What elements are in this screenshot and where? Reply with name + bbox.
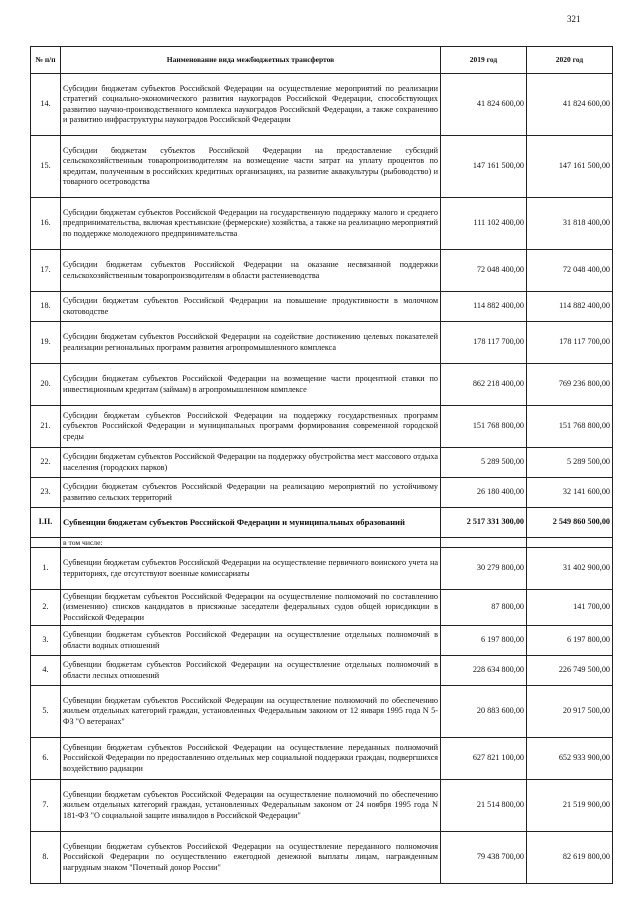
table-row	[31, 548, 613, 590]
section-amount-2020: 2 549 860 500,00	[527, 508, 613, 538]
row-num: 8.	[31, 832, 61, 884]
row-amount-2019: 178 117 700,00	[441, 322, 527, 364]
table-header-row	[31, 47, 613, 74]
page-number: 321	[567, 14, 581, 24]
table-row	[31, 136, 613, 198]
row-num: 21.	[31, 406, 61, 448]
table-row	[31, 406, 613, 448]
row-amount-2020: 114 882 400,00	[527, 292, 613, 322]
row-name: Субсидии бюджетам субъектов Российской Федерации на осуществление мероприятий по реализации стратегий социально-экономического развития наукоградов Российской Федерации, способствующих развитию научно-производственного комплекса наукоградов Российской Федерации, а также сохранению и развитию инфраструктуры наукоградов Российской Федерации	[61, 74, 441, 136]
table-row	[31, 74, 613, 136]
row-name: Субвенции бюджетам субъектов Российской Федерации на осуществление полномочий по обеспечению жильем отдельных категорий граждан, установленных Федеральным законом от 24 ноября 1995 года N 181-ФЗ "О социальной защите инвалидов в Российской Федерации"	[61, 780, 441, 832]
row-amount-2019: 114 882 400,00	[441, 292, 527, 322]
row-amount-2020: 32 141 600,00	[527, 478, 613, 508]
row-amount-2019: 5 289 500,00	[441, 448, 527, 478]
row-num: 17.	[31, 250, 61, 292]
row-amount-2019: 26 180 400,00	[441, 478, 527, 508]
row-num: 16.	[31, 198, 61, 250]
row-amount-2020: 5 289 500,00	[527, 448, 613, 478]
row-name: Субсидии бюджетам субъектов Российской Федерации на содействие достижению целевых показателей реализации региональных программ развития агропромышленного комплекса	[61, 322, 441, 364]
row-num: 6.	[31, 738, 61, 780]
section-num: I.II.	[31, 508, 61, 538]
row-amount-2019: 41 824 600,00	[441, 74, 527, 136]
row-amount-2019: 79 438 700,00	[441, 832, 527, 884]
row-num: 20.	[31, 364, 61, 406]
row-num: 3.	[31, 626, 61, 656]
intro-num-cell	[31, 538, 61, 548]
row-amount-2019: 151 768 800,00	[441, 406, 527, 448]
row-amount-2020: 226 749 500,00	[527, 656, 613, 686]
row-name: Субвенции бюджетам субъектов Российской Федерации на осуществление полномочий по составлению (изменению) списков кандидатов в присяжные заседатели федеральных судов общей юрисдикции в Российской Федерации	[61, 590, 441, 626]
row-name: Субсидии бюджетам субъектов Российской Федерации на реализацию мероприятий по устойчивому развитию сельских территорий	[61, 478, 441, 508]
table-row	[31, 448, 613, 478]
row-name: Субсидии бюджетам субъектов Российской Федерации на поддержку государственных программ субъектов Российской Федерации и муниципальных программ формирования современной городской среды	[61, 406, 441, 448]
table-row	[31, 250, 613, 292]
section-amount-2019: 2 517 331 300,00	[441, 508, 527, 538]
row-amount-2020: 31 402 900,00	[527, 548, 613, 590]
table-row	[31, 686, 613, 738]
row-amount-2019: 21 514 800,00	[441, 780, 527, 832]
header-year-2020: 2020 год	[527, 47, 613, 74]
row-name: Субсидии бюджетам субъектов Российской Федерации на государственную поддержку малого и среднего предпринимательства, включая крестьянские (фермерские) хозяйства, а также на реализацию мероприятий по поддержке молодежного предпринимательства	[61, 198, 441, 250]
row-amount-2019: 30 279 800,00	[441, 548, 527, 590]
row-num: 14.	[31, 74, 61, 136]
row-num: 18.	[31, 292, 61, 322]
row-amount-2020: 31 818 400,00	[527, 198, 613, 250]
row-amount-2020: 652 933 900,00	[527, 738, 613, 780]
row-name: Субсидии бюджетам субъектов Российской Федерации на оказание несвязанной поддержки сельскохозяйственным товаропроизводителям в области растениеводства	[61, 250, 441, 292]
table-row	[31, 292, 613, 322]
row-num: 5.	[31, 686, 61, 738]
row-num: 19.	[31, 322, 61, 364]
row-num: 4.	[31, 656, 61, 686]
row-amount-2019: 147 161 500,00	[441, 136, 527, 198]
row-num: 2.	[31, 590, 61, 626]
intro-cell-2020	[527, 538, 613, 548]
table-row	[31, 656, 613, 686]
row-name: Субвенции бюджетам субъектов Российской Федерации на осуществление полномочий по обеспечению жильем отдельных категорий граждан, установленных Федеральным законом от 12 января 1995 года N 5-ФЗ "О ветеранах"	[61, 686, 441, 738]
header-name: Наименование вида межбюджетных трансфертов	[61, 47, 441, 74]
row-amount-2019: 228 634 800,00	[441, 656, 527, 686]
row-name: Субвенции бюджетам субъектов Российской Федерации на осуществление первичного воинского учета на территориях, где отсутствуют военные комиссариаты	[61, 548, 441, 590]
row-amount-2020: 769 236 800,00	[527, 364, 613, 406]
row-name: Субвенции бюджетам субъектов Российской Федерации на осуществление переданного полномочия Российской Федерации по осуществлению ежегодной денежной выплаты лицам, награжденным нагрудным знаком "Почетный донор России"	[61, 832, 441, 884]
header-num: № п/п	[31, 47, 61, 74]
row-amount-2020: 21 519 900,00	[527, 780, 613, 832]
table-row	[31, 322, 613, 364]
row-name: Субвенции бюджетам субъектов Российской Федерации на осуществление отдельных полномочий в области водных отношений	[61, 626, 441, 656]
section-row	[31, 508, 613, 538]
table-row	[31, 478, 613, 508]
header-year-2019: 2019 год	[441, 47, 527, 74]
row-name: Субсидии бюджетам субъектов Российской Федерации на возмещение части процентной ставки по инвестиционным кредитам (займам) в агропромышленном комплексе	[61, 364, 441, 406]
row-num: 22.	[31, 448, 61, 478]
row-num: 7.	[31, 780, 61, 832]
row-amount-2020: 20 917 500,00	[527, 686, 613, 738]
section-name: Субвенции бюджетам субъектов Российской Федерации и муниципальных образований	[61, 508, 441, 538]
table-row	[31, 590, 613, 626]
row-amount-2020: 6 197 800,00	[527, 626, 613, 656]
intro-cell-2019	[441, 538, 527, 548]
row-num: 15.	[31, 136, 61, 198]
table-row	[31, 738, 613, 780]
row-amount-2020: 82 619 800,00	[527, 832, 613, 884]
row-num: 23.	[31, 478, 61, 508]
transfers-table	[30, 46, 613, 884]
row-amount-2020: 141 700,00	[527, 590, 613, 626]
row-name: Субсидии бюджетам субъектов Российской Федерации на повышение продуктивности в молочном скотоводстве	[61, 292, 441, 322]
row-amount-2019: 862 218 400,00	[441, 364, 527, 406]
row-amount-2020: 41 824 600,00	[527, 74, 613, 136]
table-row	[31, 626, 613, 656]
table-row	[31, 364, 613, 406]
row-amount-2020: 178 117 700,00	[527, 322, 613, 364]
row-num: 1.	[31, 548, 61, 590]
row-amount-2019: 627 821 100,00	[441, 738, 527, 780]
row-name: Субвенции бюджетам субъектов Российской Федерации на осуществление переданных полномочий Российской Федерации по предоставлению отдельных мер социальной поддержки граждан, подвергшихся воздействию радиации	[61, 738, 441, 780]
row-amount-2019: 87 800,00	[441, 590, 527, 626]
row-amount-2019: 72 048 400,00	[441, 250, 527, 292]
row-amount-2020: 151 768 800,00	[527, 406, 613, 448]
row-amount-2019: 20 883 600,00	[441, 686, 527, 738]
row-name: Субсидии бюджетам субъектов Российской Федерации на поддержку обустройства мест массового отдыха населения (городских парков)	[61, 448, 441, 478]
intro-text: в том числе:	[61, 538, 441, 548]
row-amount-2019: 111 102 400,00	[441, 198, 527, 250]
table-row	[31, 198, 613, 250]
row-amount-2020: 72 048 400,00	[527, 250, 613, 292]
table-row	[31, 832, 613, 884]
table-row	[31, 780, 613, 832]
row-amount-2020: 147 161 500,00	[527, 136, 613, 198]
row-name: Субвенции бюджетам субъектов Российской Федерации на осуществление отдельных полномочий в области лесных отношений	[61, 656, 441, 686]
row-amount-2019: 6 197 800,00	[441, 626, 527, 656]
row-name: Субсидии бюджетам субъектов Российской Федерации на предоставление субсидий сельскохозяйственным товаропроизводителям на возмещение части затрат на уплату процентов по кредитам, полученным в российских кредитных организациях, на развитие аквакультуры (рыбоводство) и товарного осетроводства	[61, 136, 441, 198]
intro-row	[31, 538, 613, 548]
